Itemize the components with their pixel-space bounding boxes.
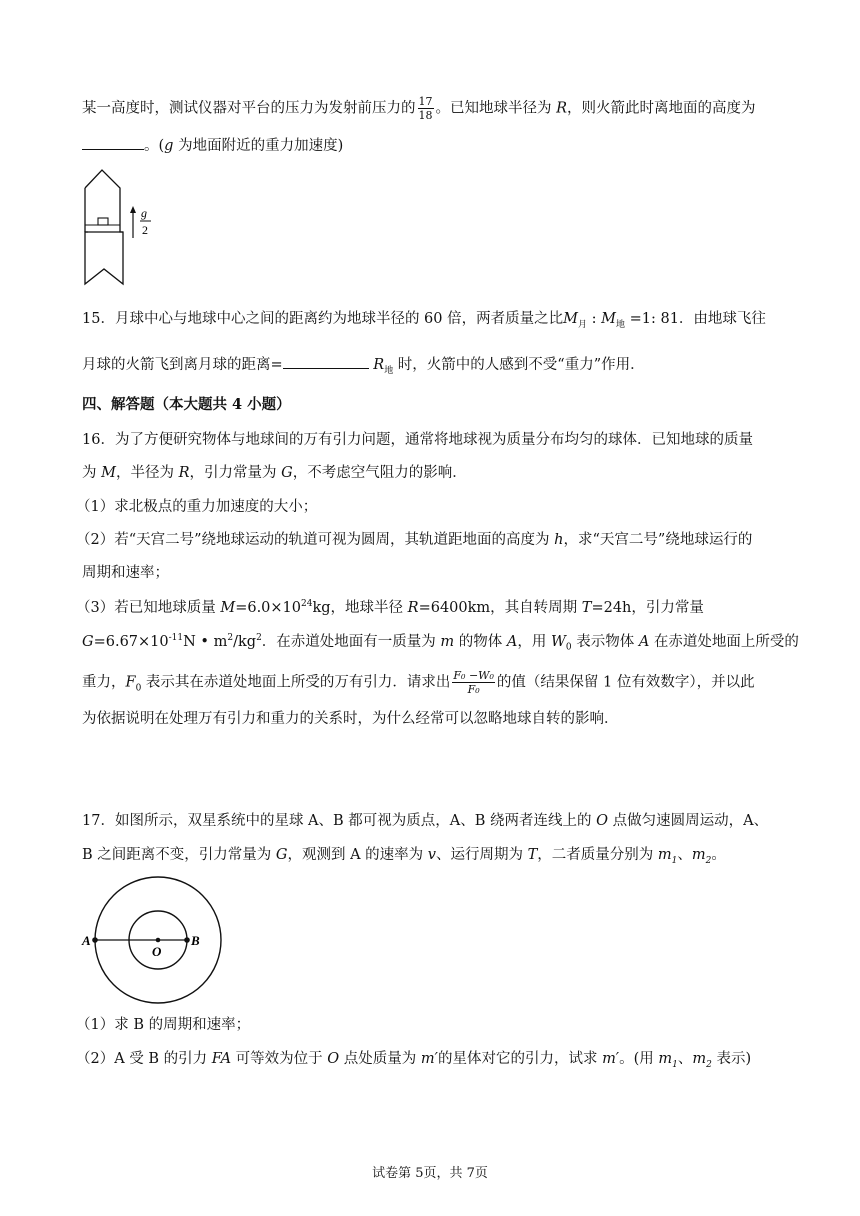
text: 。已知地球半径为 <box>435 100 557 117</box>
text: 。( <box>144 138 165 154</box>
var-O: O <box>596 813 609 829</box>
var-A: A <box>506 633 518 650</box>
label-B: B <box>191 933 200 948</box>
var-G: G <box>82 633 94 650</box>
binary-star-figure <box>78 876 228 1006</box>
text: 的物体 <box>454 633 507 650</box>
text: 某一高度时，测试仪器对平台的压力为发射前压力的 <box>82 100 416 117</box>
text: =6.67×10 <box>93 633 169 650</box>
var-R: R <box>556 100 568 117</box>
q16-part3-line3 <box>82 670 755 695</box>
text: /kg <box>233 633 257 650</box>
q17-line2 <box>82 848 726 866</box>
q17-part1: （1）求 B 的周期和速率； <box>76 1017 251 1033</box>
sub-earth: 地 <box>615 319 625 330</box>
var-M: M <box>601 311 616 327</box>
fraction-F0-W0 <box>452 670 494 695</box>
text: ．由地球飞往 <box>678 311 766 327</box>
var-G: G <box>281 465 293 481</box>
exponent: -11 <box>168 633 184 643</box>
text: 、 <box>677 847 692 863</box>
sub-1: 1 <box>672 1059 678 1070</box>
text: ，求“天宫二号”绕地球运行的 <box>563 532 753 548</box>
text: 点处质量为 <box>339 1051 421 1067</box>
text: （2）A 受 B 的引力 <box>76 1051 212 1067</box>
sub-0: 0 <box>565 642 572 653</box>
text: 的星体对它的引力，试求 <box>437 1051 603 1067</box>
text: =24h，引力常量 <box>591 599 704 616</box>
text: 、运行周期为 <box>435 847 528 863</box>
text: 、 <box>677 1051 693 1067</box>
text: 重力， <box>82 674 126 691</box>
rocket-outline <box>85 170 123 284</box>
arrow-head-icon <box>130 206 136 213</box>
star-B-dot <box>184 937 190 943</box>
text: ．在赤道处地面有一质量为 <box>261 633 441 650</box>
var-W: W <box>550 633 566 650</box>
text: （3）若已知地球质量 <box>76 599 221 616</box>
text: 在赤道处地面上所受的 <box>649 633 799 650</box>
var-M: M <box>220 599 236 616</box>
q16-part1: （1）求北极点的重力加速度的大小； <box>76 499 318 515</box>
var-m-prime: m′ <box>602 1051 620 1067</box>
answer-blank[interactable] <box>283 357 369 369</box>
var-g: g <box>164 138 174 154</box>
text: 时，火箭中的人感到不受“重力”作用． <box>393 357 645 373</box>
text: 为 <box>82 465 102 481</box>
text: B 之间距离不变，引力常量为 <box>82 847 276 863</box>
fig-2-label: 2 <box>142 223 148 237</box>
page-footer: 试卷第 5页，共 7页 <box>372 1166 488 1181</box>
instrument-box <box>98 218 108 225</box>
text: ，不考虑空气阻力的影响． <box>292 465 467 481</box>
answer-blank[interactable] <box>82 138 144 150</box>
q15-line2 <box>82 357 645 376</box>
var-R: R <box>407 599 419 616</box>
q16-part2-line2: 周期和速率； <box>82 565 169 581</box>
text: ，观测到 A 的速率为 <box>287 847 428 863</box>
var-T: T <box>527 847 538 863</box>
text: 点做匀速圆周运动，A、 <box>608 813 769 829</box>
frac-num: F₀ −W₀ <box>453 669 494 682</box>
var-A: A <box>638 633 650 650</box>
frac-den: F₀ <box>467 683 480 696</box>
text: =6.0×10 <box>235 599 302 616</box>
var-O: O <box>327 1051 340 1067</box>
q16-part3-line2 <box>82 634 799 653</box>
sub-0: 0 <box>135 683 142 694</box>
fraction-17-18 <box>418 96 434 121</box>
label-A: A <box>82 933 91 948</box>
var-G: G <box>275 847 288 863</box>
text: 可等效为位于 <box>231 1051 328 1067</box>
sub-1: 1 <box>671 855 678 866</box>
text: 15．月球中心与地球中心之间的距离约为地球半径的 60 倍，两者质量之比 <box>82 311 564 327</box>
exponent: 2 <box>256 633 262 643</box>
text: 月球的火箭飞到离月球的距离= <box>82 357 283 373</box>
frac-num: 17 <box>418 95 433 108</box>
text: : <box>587 311 602 327</box>
var-m-prime: m′ <box>420 1051 438 1067</box>
q16-part3-line1 <box>76 600 704 615</box>
text: 表示) <box>711 1051 752 1067</box>
text: 表示物体 <box>571 633 639 650</box>
text: =1: 81 <box>624 311 679 327</box>
q17-line1 <box>82 814 768 829</box>
text: ，二者质量分别为 <box>537 847 658 863</box>
text: =6400km，其自转周期 <box>418 599 582 616</box>
q16-line1: 16．为了方便研究物体与地球间的万有引力问题，通常将地球视为质量分布均匀的球体．已知地球的质量 <box>82 432 753 448</box>
text: 表示其在赤道处地面上所受的万有引力．请求出 <box>141 674 451 691</box>
var-m: m <box>657 847 672 863</box>
var-m: m <box>658 1051 673 1067</box>
text: ，半径为 <box>115 465 179 481</box>
text: ，则火箭此时离地面的高度为 <box>567 100 756 117</box>
text: ，用 <box>517 633 551 650</box>
label-O: O <box>152 944 162 959</box>
var-F: F <box>125 674 136 691</box>
text: 17．如图所示，双星系统中的星球 A、B 都可视为质点，A、B 绕两者连线上的 <box>82 813 597 829</box>
q14-line1 <box>82 96 756 121</box>
sub-2: 2 <box>706 1059 712 1070</box>
frac-den: 18 <box>418 109 433 122</box>
text: 。 <box>711 847 726 863</box>
sub-earth: 地 <box>384 365 394 376</box>
q16-line2 <box>82 466 467 481</box>
text: 。(用 <box>619 1051 659 1067</box>
exponent: 2 <box>227 633 234 643</box>
var-v: v <box>427 847 436 863</box>
text: kg，地球半径 <box>312 599 408 616</box>
text: N • m <box>183 633 228 650</box>
exponent: 24 <box>301 599 313 609</box>
q15-line1 <box>82 312 766 330</box>
var-M: M <box>101 465 116 481</box>
var-m: m <box>691 847 706 863</box>
sub-2: 2 <box>705 855 712 866</box>
var-FA: FA <box>211 1051 232 1067</box>
var-h: h <box>554 532 564 548</box>
fig-g-label: g <box>141 206 147 220</box>
q14-line2 <box>82 138 343 154</box>
var-T: T <box>581 599 592 616</box>
var-R: R <box>178 465 190 481</box>
center-O-dot <box>156 938 161 943</box>
text: 的值（结果保留 1 位有效数字），并以此 <box>496 674 755 691</box>
q17-part2 <box>76 1052 751 1070</box>
section-title: 四、解答题（本大题共 4 小题） <box>82 396 291 413</box>
q16-part3-line4: 为依据说明在处理万有引力和重力的关系时，为什么经常可以忽略地球自转的影响． <box>82 711 619 727</box>
text: ，引力常量为 <box>189 465 282 481</box>
var-m: m <box>440 633 455 650</box>
rocket-figure <box>80 168 170 290</box>
text: 为地面附近的重力加速度) <box>173 138 344 154</box>
q16-part2-line1 <box>76 533 752 548</box>
var-R: R <box>373 357 385 373</box>
var-m: m <box>692 1051 707 1067</box>
var-M: M <box>563 311 578 327</box>
sub-moon: 月 <box>577 319 587 330</box>
text: （2）若“天宫二号”绕地球运动的轨道可视为圆周，其轨道距地面的高度为 <box>76 532 555 548</box>
star-A-dot <box>92 937 98 943</box>
